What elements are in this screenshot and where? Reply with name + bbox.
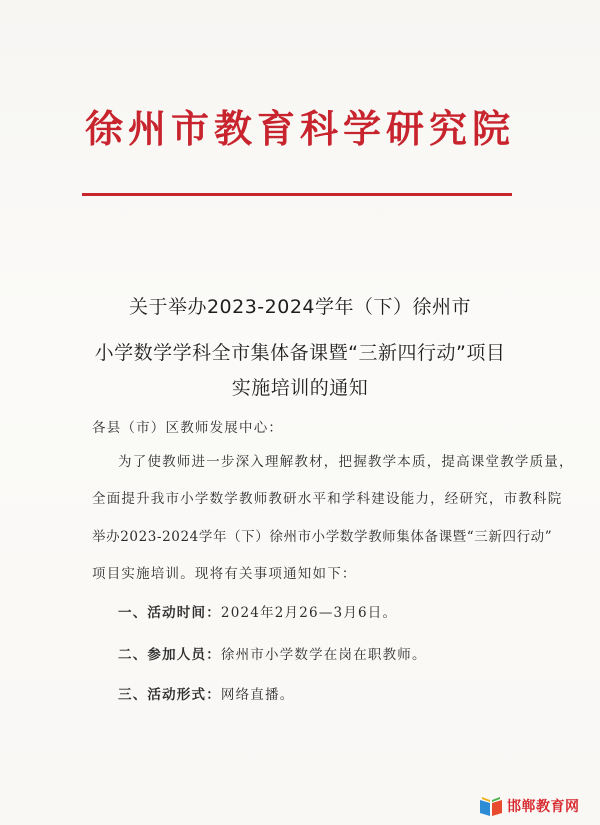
body-line-3: 举办2023-2024学年（下）徐州市小学数学教师集体备课暨“三新四行动” xyxy=(92,529,553,545)
salutation: 各县（市）区教师发展中心： xyxy=(92,420,284,436)
item-value: 网络直播。 xyxy=(220,687,295,703)
notice-title-line-1: 关于举办2023-2024学年（下）徐州市 xyxy=(128,296,472,318)
item-label: 二、参加人员： xyxy=(118,647,221,663)
notice-title-line-2: 小学数学学科全市集体备课暨“三新四行动”项目 xyxy=(94,342,506,364)
watermark-text: 邯郸教育网 xyxy=(507,799,580,815)
notice-title-line-3: 实施培训的通知 xyxy=(231,377,369,399)
item-format xyxy=(118,683,294,703)
book-icon xyxy=(478,794,504,818)
item-value: 2024年2月26—3月6日。 xyxy=(220,605,398,621)
body-line-1: 为了使教师进一步深入理解教材，把握教学本质，提高课堂教学质量， xyxy=(118,454,574,470)
item-participants xyxy=(118,643,427,663)
body-line-2: 全面提升我市小学数学教师教研水平和学科建设能力，经研究，市教科院 xyxy=(92,491,563,507)
site-watermark-logo xyxy=(478,792,580,820)
body-line-4: 项目实施培训。现将有关事项通知如下： xyxy=(92,566,357,582)
item-label: 一、活动时间： xyxy=(118,605,221,621)
organization-header: 徐州市教育科学研究院 xyxy=(84,106,515,151)
header-red-rule xyxy=(82,193,512,196)
item-value: 徐州市小学数学在岗在职教师。 xyxy=(220,647,427,663)
item-activity-time xyxy=(118,601,397,621)
item-label: 三、活动形式： xyxy=(118,687,221,703)
